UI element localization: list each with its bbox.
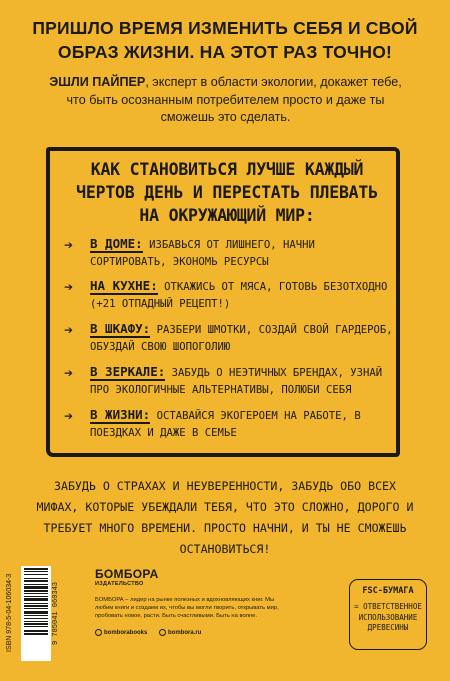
social-icon xyxy=(95,629,102,636)
item-heading: В ЗЕРКАЛЕ: xyxy=(90,364,166,379)
headline: ПРИШЛО ВРЕМЯ ИЗМЕНИТЬ СЕБЯ И СВОЙ ОБРАЗ ЖИЗНИ. НА ЭТОТ РАЗ ТОЧНО! xyxy=(32,18,418,62)
arrow-icon: ➔ xyxy=(64,278,74,296)
fsc-text: = ОТВЕТСТВЕННОЕ ИСПОЛЬЗОВАНИЕ ДРЕВЕСИНЫ xyxy=(354,602,422,632)
item-heading: НА КУХНЕ: xyxy=(90,278,158,293)
arrow-icon: ➔ xyxy=(64,321,74,339)
item-heading: В ШКАФУ: xyxy=(90,321,151,336)
website-contact: bombora.ru xyxy=(159,629,201,636)
item-heading: В ЖИЗНИ: xyxy=(90,407,151,422)
barcode xyxy=(21,566,51,661)
publisher-logo: БОМБОРА xyxy=(95,567,159,581)
item-heading: В ДОМЕ: xyxy=(90,236,143,251)
social-contact: bomborabooks xyxy=(95,629,147,636)
intro-text: , эксперт в области экологии, докажет тебе, что быть осознанным потребителем просто и даже ты сможешь это сделать. xyxy=(66,75,402,124)
item-text: РАЗБЕРИ ШМОТКИ, СОЗДАЙ СВОЙ ГАРДЕРОБ, ОБУЗДАЙ СВОЮ ШОПОГОЛИЮ xyxy=(90,324,393,353)
list-item xyxy=(64,321,394,355)
list-item xyxy=(64,407,394,441)
list-item xyxy=(64,236,394,270)
item-text: ЗАБУДЬ О НЕЭТИЧНЫХ БРЕНДАХ, УЗНАЙ ПРО ЭКОЛОГИЧНЫЕ АЛЬТЕРНАТИВЫ, ПОЛЮБИ СЕБЯ xyxy=(90,367,383,396)
fsc-badge xyxy=(349,579,427,650)
barcode-bars xyxy=(21,566,51,661)
publisher-contacts xyxy=(95,629,211,636)
arrow-icon: ➔ xyxy=(64,236,74,254)
item-text: ОСТАВАЙСЯ ЭКОГЕРОЕМ НА РАБОТЕ, В ПОЕЗДКАХ И ДАЖЕ В СЕМЬЕ xyxy=(90,410,361,439)
publisher-subtitle: ИЗДАТЕЛЬСТВО xyxy=(95,581,144,587)
item-text: ИЗБАВЬСЯ ОТ ЛИШНЕГО, НАЧНИ СОРТИРОВАТЬ, ЭКОНОМЬ РЕСУРСЫ xyxy=(90,239,315,268)
bottom-callout: ЗАБУДЬ О СТРАХАХ И НЕУВЕРЕННОСТИ, ЗАБУДЬ ОБО ВСЕХ МИФАХ, КОТОРЫЕ УБЕЖДАЛИ ТЕБЯ, ЧТО ЭТО СЛОЖНО, ДОРОГО И ТРЕБУЕТ МНОГО ВРЕМЕНИ. ПРОСТО НАЧНИ, И ТЫ НЕ СМОЖЕШЬ ОСТАНОВИТЬСЯ! xyxy=(36,479,414,556)
frame-title: КАК СТАНОВИТЬСЯ ЛУЧШЕ КАЖДЫЙ ЧЕРТОВ ДЕНЬ И ПЕРЕСТАТЬ ПЛЕВАТЬ НА ОКРУЖАЮЩИЙ МИР: xyxy=(76,160,378,225)
arrow-icon: ➔ xyxy=(64,364,74,382)
fsc-heading: FSC-БУМАГА xyxy=(362,586,414,596)
list-item xyxy=(64,364,394,398)
isbn-label: ISBN 978-5-04-106034-3 xyxy=(6,573,13,652)
intro-paragraph xyxy=(38,74,413,127)
barcode-digits: 9 785041 060343 xyxy=(52,582,60,646)
list-item xyxy=(64,278,394,312)
publisher-description: БОМБОРА – лидер на рынке полезных и вдохновляющих книг. Мы любим книги и создаем их, чтобы вы могли творить, открывать мир, пробовать новое, расти. Быть счастливыми. Быть на волне. xyxy=(95,597,279,619)
author-name: ЭШЛИ ПАЙПЕР xyxy=(49,75,146,89)
globe-icon xyxy=(159,629,166,636)
arrow-icon: ➔ xyxy=(64,407,74,425)
item-text: ОТКАЖИСЬ ОТ МЯСА, ГОТОВЬ БЕЗОТХОДНО (+21 ОТПАДНЫЙ РЕЦЕПТ!) xyxy=(90,281,388,310)
